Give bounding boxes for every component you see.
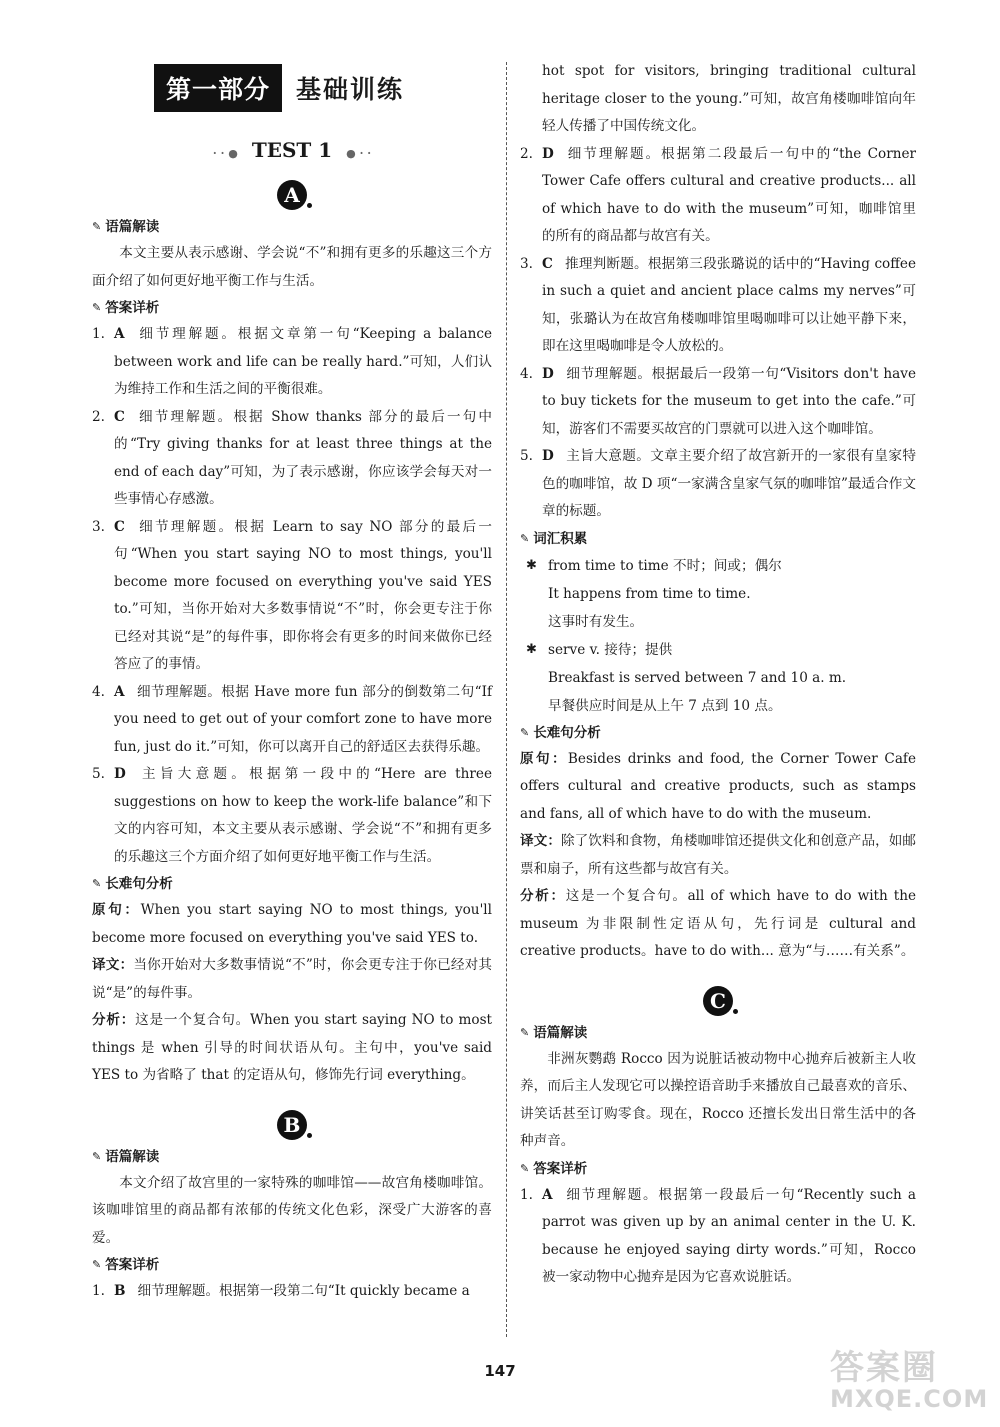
decorative-dots: ● · · bbox=[346, 147, 372, 160]
test-title-text: TEST 1 bbox=[251, 138, 333, 162]
vocab-example: Breakfast is served between 7 and 10 a. m. bbox=[548, 669, 847, 686]
part-title: 基础训练 bbox=[296, 75, 405, 104]
reading-text: 本文介绍了故宫里的一家特殊的咖啡馆——故宫角楼咖啡馆。该咖啡馆里的商品都有浓郁的传统文化色彩，深受广大游客的喜爱。 bbox=[92, 1174, 492, 1246]
answer-item: 5. D 主旨大意题。根据第一段中的“Here are three suggestions on how to keep the work-life balance”和下文的内容可知，本文主要从表示感谢、学会说“不”和拥有更多的乐趣这三个方面介绍了如何更好地平衡工作与生活。 bbox=[92, 766, 492, 865]
vocab-heading: ✎ 词汇积累 bbox=[520, 526, 916, 552]
answer-item: 4. A 细节理解题。根据 Have more fun 部分的倒数第二句“If you need to get out of your comfort zone to have more fun, just do it.”可知，你可以离开自己的舒适区去获得乐趣。 bbox=[92, 683, 492, 755]
answer-item: 1. A 细节理解题。根据文章第一句“Keeping a balance between work and life can be really hard.”可知，人们认为维持工作和生活之间的平衡很难。 bbox=[92, 326, 492, 397]
answers-heading: ✎ 答案详析 bbox=[92, 1252, 492, 1278]
decorative-dots: · · ● bbox=[212, 147, 238, 160]
pencil-icon: ✎ bbox=[92, 301, 102, 314]
reading-text: 本文主要从表示感谢、学会说“不”和拥有更多的乐趣这三个方面介绍了如何更好地平衡工作与生活。 bbox=[92, 245, 492, 289]
long-sentence-heading: ✎ 长难句分析 bbox=[92, 871, 492, 897]
answer-item: 2. D 细节理解题。根据第二段最后一句中的“the Corner Tower Cafe offers cultural and creative products... all of which have to do with the museum”可知，咖啡馆里的所有的商品都与故宫有关。 bbox=[520, 145, 916, 244]
reading-heading: ✎ 语篇解读 bbox=[92, 214, 492, 240]
pencil-icon: ✎ bbox=[92, 1258, 102, 1271]
pencil-icon: ✎ bbox=[520, 725, 530, 739]
pencil-icon: ✎ bbox=[92, 220, 102, 233]
pencil-icon: ✎ bbox=[92, 1149, 102, 1163]
vocab-example: It happens from time to time. bbox=[548, 585, 751, 602]
answers-heading: ✎ 答案详析 bbox=[520, 1156, 916, 1182]
answer-item: 1. B 细节理解题。根据第一段第二句“It quickly became a bbox=[92, 1283, 470, 1299]
star-icon: ✱ bbox=[526, 641, 537, 657]
vocab-entry: ✱ serve v. 接待；提供 bbox=[520, 636, 916, 664]
pencil-icon: ✎ bbox=[520, 1025, 530, 1039]
reading-heading: ✎ 语篇解读 bbox=[92, 1144, 492, 1170]
translation: 译文：除了饮料和食物，角楼咖啡馆还提供文化和创意产品，如邮票和扇子，所有这些都与故宫有关。 bbox=[520, 833, 917, 877]
answer-item: 5. D 主旨大意题。文章主要介绍了故宫新开的一家很有皇家特色的咖啡馆，故 D 项“一家满含皇家气氛的咖啡馆”最适合作文章的标题。 bbox=[520, 448, 916, 519]
left-column bbox=[92, 58, 492, 1306]
answer-item: 3. C 细节理解题。根据 Learn to say NO 部分的最后一句“When you start saying NO to most things, you'll become more focused on everything you've said YES to.”可知，当你开始对大多数事情说“不”时，你会更专注于你已经对其说“是”的每件事，即你将会有更多的时间来做你已经答应了的事情。 bbox=[92, 518, 492, 672]
part-header bbox=[154, 62, 492, 114]
vocab-translation: 这事时有发生。 bbox=[548, 613, 644, 630]
analysis: 分析：这是一个复合句。When you start saying NO to most things 是 when 引导的时间状语从句。主句中，you've said YES to 为省略了 that 的定语从句，修饰先行词 everything。 bbox=[92, 1012, 493, 1083]
section-c-badge: C bbox=[703, 986, 733, 1016]
column-divider bbox=[506, 62, 507, 1337]
original-sentence: 原句：Besides drinks and food, the Corner Tower Cafe offers cultural and creative products, such as stamps and fans, all of which have to do with the museum. bbox=[520, 750, 916, 822]
answer-item: 3. C 推理判断题。根据第三段张璐说的话中的“Having coffee in such a quiet and ancient place calms my nerves”可知，张璐认为在故宫角楼咖啡馆里喝咖啡可以让她平静下来，即在这里喝咖啡是令人放松的。 bbox=[520, 255, 916, 354]
pencil-icon: ✎ bbox=[520, 531, 530, 545]
reading-heading: ✎ 语篇解读 bbox=[520, 1020, 916, 1046]
page-number: 147 bbox=[484, 1362, 516, 1380]
translation: 译文：当你开始对大多数事情说“不”时，你会更专注于你已经对其说“是”的每件事。 bbox=[92, 957, 493, 1001]
pencil-icon: ✎ bbox=[92, 877, 102, 890]
right-column bbox=[520, 58, 916, 1292]
answer-item: 1. A 细节理解题。根据第一段最后一句“Recently such a parrot was given up by an animal center in the U. K. because he enjoyed saying dirty words.”可知，Rocco 被一家动物中心抛弃是因为它喜欢说脏话。 bbox=[520, 1186, 916, 1285]
answer-item: 2. C 细节理解题。根据 Show thanks 部分的最后一句中的“Try giving thanks for at least three things at the end of each day”可知，为了表示感谢，你应该学会每天对一些事情心存感激。 bbox=[92, 408, 492, 507]
analysis: 分析：这是一个复合句。all of which have to do with the museum 为非限制性定语从句，先行词是 cultural and creative products。have to do with... 意为“与……有关系”。 bbox=[520, 888, 916, 959]
section-a-badge: A bbox=[277, 180, 307, 210]
section-b-badge: B bbox=[277, 1110, 307, 1140]
original-sentence: 原句：When you start saying NO to most things, you'll become more focused on everything you've said YES to. bbox=[92, 902, 492, 946]
test-title bbox=[92, 138, 492, 174]
reading-text: 非洲灰鹦鹉 Rocco 因为说脏话被动物中心抛弃后被新主人收养，而后主人发现它可以操控语音助手来播放自己最喜欢的音乐、讲笑话甚至订购零食。现在，Rocco 还擅长发出日常生活中的各种声音。 bbox=[520, 1050, 916, 1149]
answers-heading: ✎ 答案详析 bbox=[92, 295, 492, 321]
answer-item: 4. D 细节理解题。根据最后一段第一句“Visitors don't have to buy tickets for the museum to get into the cafe.”可知，游客们不需要买故宫的门票就可以进入这个咖啡馆。 bbox=[520, 365, 916, 437]
vocab-translation: 早餐供应时间是从上午 7 点到 10 点。 bbox=[548, 697, 782, 714]
part-label: 第一部分 bbox=[154, 64, 282, 112]
answer-item-continued: hot spot for visitors, bringing traditional cultural heritage closer to the young.”可知，故宫角楼咖啡馆向年轻人传播了中国传统文化。 bbox=[542, 63, 916, 134]
pencil-icon: ✎ bbox=[520, 1161, 530, 1175]
vocab-entry: ✱ from time to time 不时；间或；偶尔 bbox=[520, 552, 916, 580]
long-sentence-heading: ✎ 长难句分析 bbox=[520, 720, 916, 746]
star-icon: ✱ bbox=[526, 557, 537, 573]
watermark-logo: 答案圈 MXQE.COM bbox=[830, 1348, 989, 1413]
